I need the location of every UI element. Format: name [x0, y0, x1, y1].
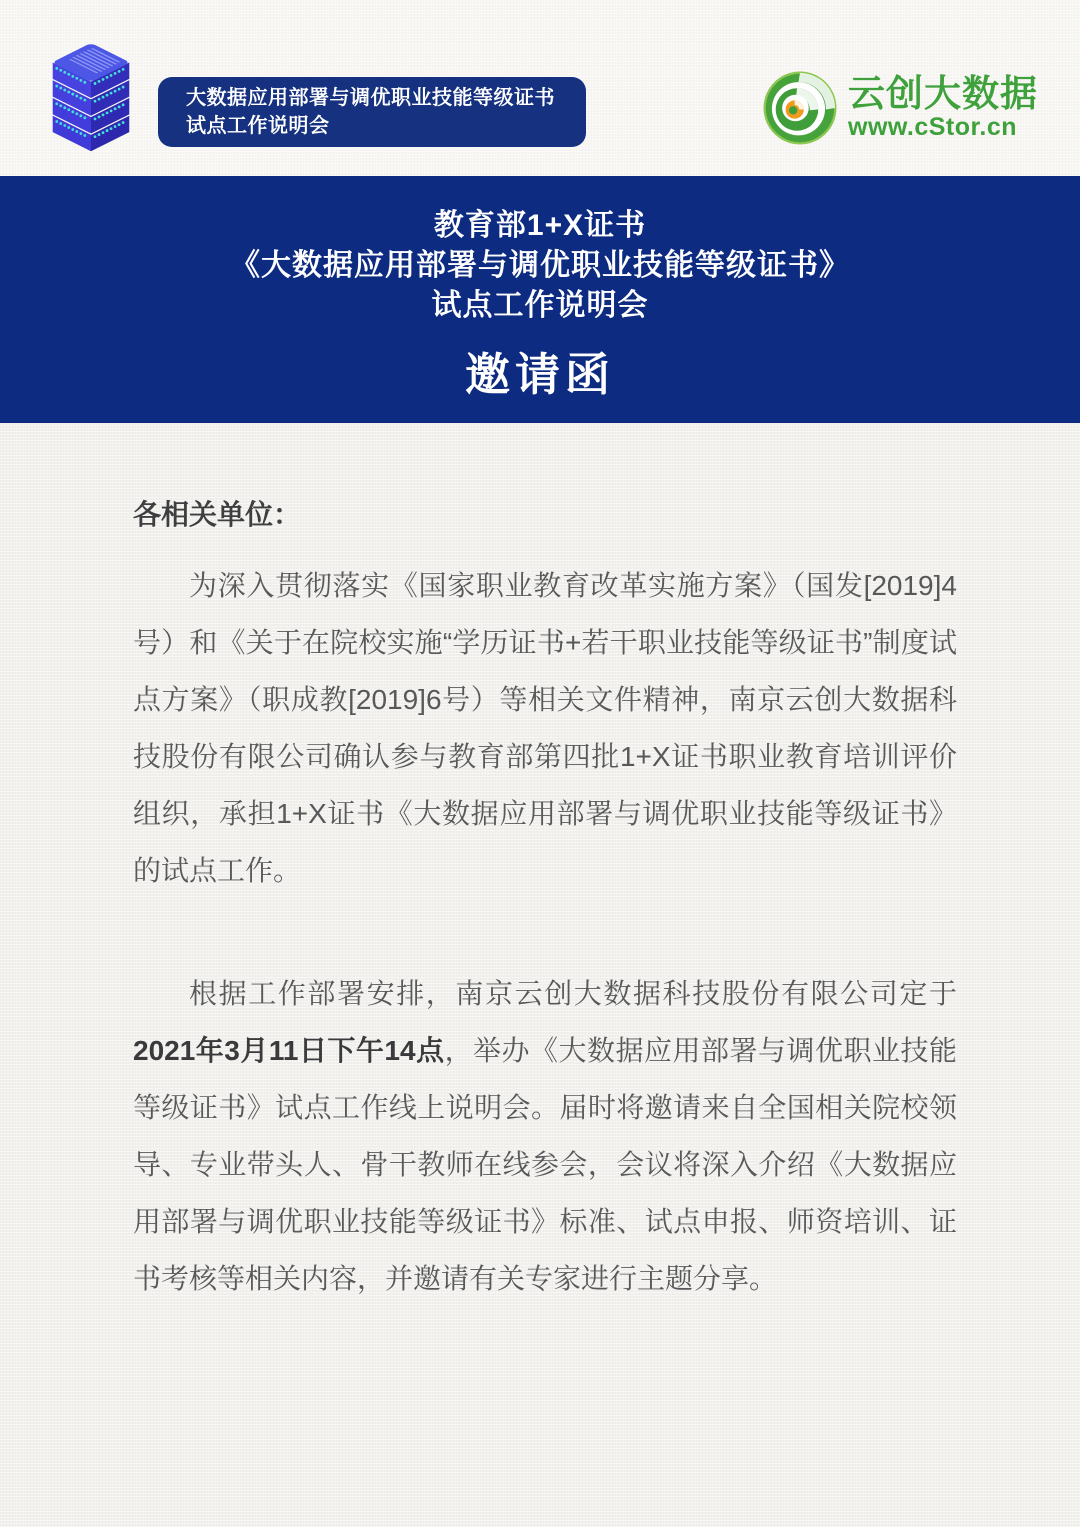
server-stack-icon — [48, 42, 134, 154]
page-header — [0, 0, 1080, 176]
logo-name: 云创大数据 — [848, 72, 1038, 114]
paragraph-1: 为深入贯彻落实《国家职业教育改革实施方案》（国发[2019]4号）和《关于在院校实施“学历证书+若干职业技能等级证书”制度试点方案》（职成教[2019]6号）等相关文件精神，南京云创大数据科技股份有限公司确认参与教育部第四批1+X证书职业教育培训评价组织，承担1+X证书《大数据应用部署与调优职业技能等级证书》的试点工作。 — [133, 570, 957, 886]
paragraph-2-text-after: ，举办《大数据应用部署与调优职业技能等级证书》试点工作线上说明会。届时将邀请来自全国相关院校领导、专业带头人、骨干教师在线参会，会议将深入介绍《大数据应用部署与调优职业技能等级证书》标准、试点申报、师资培训、证书考核等相关内容，并邀请有关专家进行主题分享。 — [133, 1035, 957, 1294]
letter-body — [0, 423, 957, 1307]
title-banner — [0, 176, 1080, 423]
logo-url: www.cStor.cn — [848, 112, 1018, 141]
paragraph-2 — [133, 965, 957, 1307]
banner-line-2: 《大数据应用部署与调优职业技能等级证书》 — [230, 248, 850, 282]
invitation-title: 邀请函 — [464, 348, 615, 400]
banner-line-3: 试点工作说明会 — [431, 288, 649, 322]
badge-line-1: 大数据应用部署与调优职业技能等级证书 — [186, 87, 555, 109]
badge-line-2: 试点工作说明会 — [186, 115, 330, 137]
meeting-datetime: 2021年3月11日下午14点 — [133, 1035, 445, 1066]
paragraph-2-text: 根据工作部署安排，南京云创大数据科技股份有限公司定于 — [189, 978, 957, 1009]
salutation: 各相关单位： — [133, 499, 302, 530]
logo-swirl-icon — [762, 70, 838, 146]
company-logo — [762, 70, 1038, 146]
title-badge — [158, 77, 586, 147]
banner-line-1: 教育部1+X证书 — [433, 208, 647, 242]
logo-text — [848, 72, 1038, 141]
